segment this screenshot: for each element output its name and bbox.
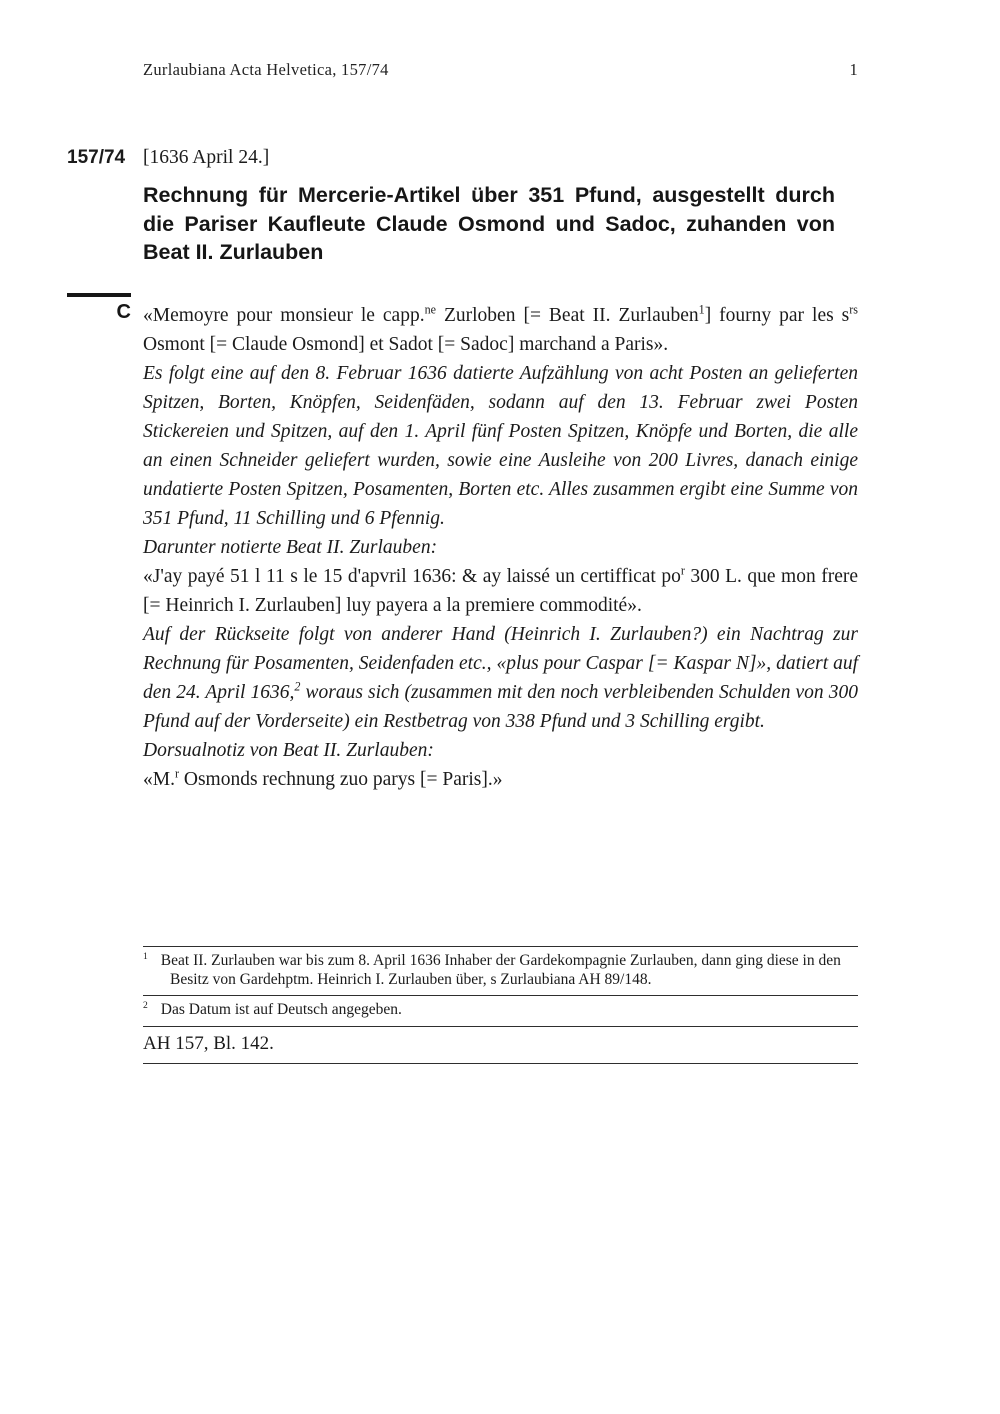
verso-note-text: Auf der Rückseite folgt von anderer Hand (Heinrich I. Zurlauben?) ein Nachtrag zur Rechnung für Posamenten, Seidenfaden etc., «plus pour Caspar [= Kaspar N]», datiert auf den 24. April 1636, [143, 624, 858, 703]
superscript-abbrev: rs [849, 302, 858, 317]
entry-number: 157/74 [67, 147, 126, 168]
entry-body [143, 301, 858, 794]
quote-dorsual [143, 765, 858, 794]
entry-date: [1636 April 24.] [143, 147, 270, 168]
quote-memoyre [143, 301, 858, 359]
entry-title: Rechnung für Mercerie-Artikel über 351 Pfund, ausgestellt durch die Pariser Kaufleute Claude Osmond und Sadoc, zuhanden von Beat II. Zurlauben [143, 183, 835, 264]
entry-heading-row [67, 147, 858, 169]
quote-dorsual-text: «M. [143, 769, 175, 790]
section-marker: C [116, 301, 131, 323]
superscript-abbrev: ne [424, 302, 436, 317]
quote-payment [143, 562, 858, 620]
superscript-abbrev: r [174, 766, 179, 781]
page-header [143, 60, 858, 80]
quote-payment-text: 300 L. que mon frere [= Heinrich I. Zurlauben] luy payera a la premiere commodité». [143, 566, 859, 616]
footnote-marker: 2 [143, 999, 148, 1011]
quote-memoyre-text: «Memoyre pour monsieur le capp. [143, 305, 425, 326]
footnote-rule [143, 1063, 858, 1064]
quote-memoyre-text: Osmont [= Claude Osmond] et Sadot [= Sadoc] marchand a Paris». [143, 334, 669, 355]
quote-dorsual-text: Osmonds rechnung zuo parys [= Paris].» [179, 769, 503, 790]
footnote-block [143, 946, 858, 1064]
page-number: 1 [849, 60, 858, 79]
footnote-text: Beat II. Zurlauben war bis zum 8. April 1636 Inhaber der Gardekompagnie Zurlauben, dann ging diese in den Besitz von Gardehptm. Heinrich I. Zurlauben über, s Zurlaubiana AH 89/148. [160, 952, 841, 988]
section-rule [67, 293, 131, 297]
verso-note-text: woraus sich (zusammen mit den noch verbleibenden Schulden von 300 Pfund auf der Vorderseite) ein Restbetrag von 338 Pfund und 3 Schilling ergibt. [143, 682, 858, 732]
verso-note [143, 620, 858, 736]
note-intro: Darunter notierte Beat II. Zurlauben: [143, 537, 438, 558]
footnote-ref-1: 1 [698, 302, 705, 317]
archive-signature: AH 157, Bl. 142. [143, 1032, 274, 1054]
quote-memoyre-text: ] fourny par les s [704, 305, 850, 326]
footnote-marker: 1 [143, 950, 148, 962]
footnote-ref-2: 2 [294, 679, 301, 694]
dorsual-intro: Dorsualnotiz von Beat II. Zurlauben: [143, 740, 434, 761]
quote-payment-text: «J'ay payé 51 l 11 s le 15 d'apvril 1636: & ay laissé un certifficat po [143, 566, 681, 587]
running-title: Zurlaubiana Acta Helvetica, 157/74 [143, 60, 389, 79]
superscript-abbrev: r [680, 563, 685, 578]
footnote-1 [143, 947, 858, 995]
summary-paragraph: Es folgt eine auf den 8. Februar 1636 datierte Aufzählung von acht Posten an gelieferten Spitzen, Borten, Knöpfen, Seidenfäden, sodann auf den 13. Februar zwei Posten Stickereien und Spitzen, auf den 1. April fünf Posten Spitzen, Knöpfe und Borten, die alle an einen Schneider geliefert wurden, sowie eine Ausleihe von 200 Livres, danach einige undatierte Posten Spitzen, Posamenten, Borten etc. Alles zusammen ergibt eine Summe von 351 Pfund, 11 Schilling und 6 Pfennig. [143, 363, 858, 529]
footnote-text: Das Datum ist auf Deutsch angegeben. [160, 1001, 402, 1018]
quote-memoyre-text: Zurloben [= Beat II. Zurlauben [436, 305, 699, 326]
footnote-2 [143, 996, 858, 1026]
